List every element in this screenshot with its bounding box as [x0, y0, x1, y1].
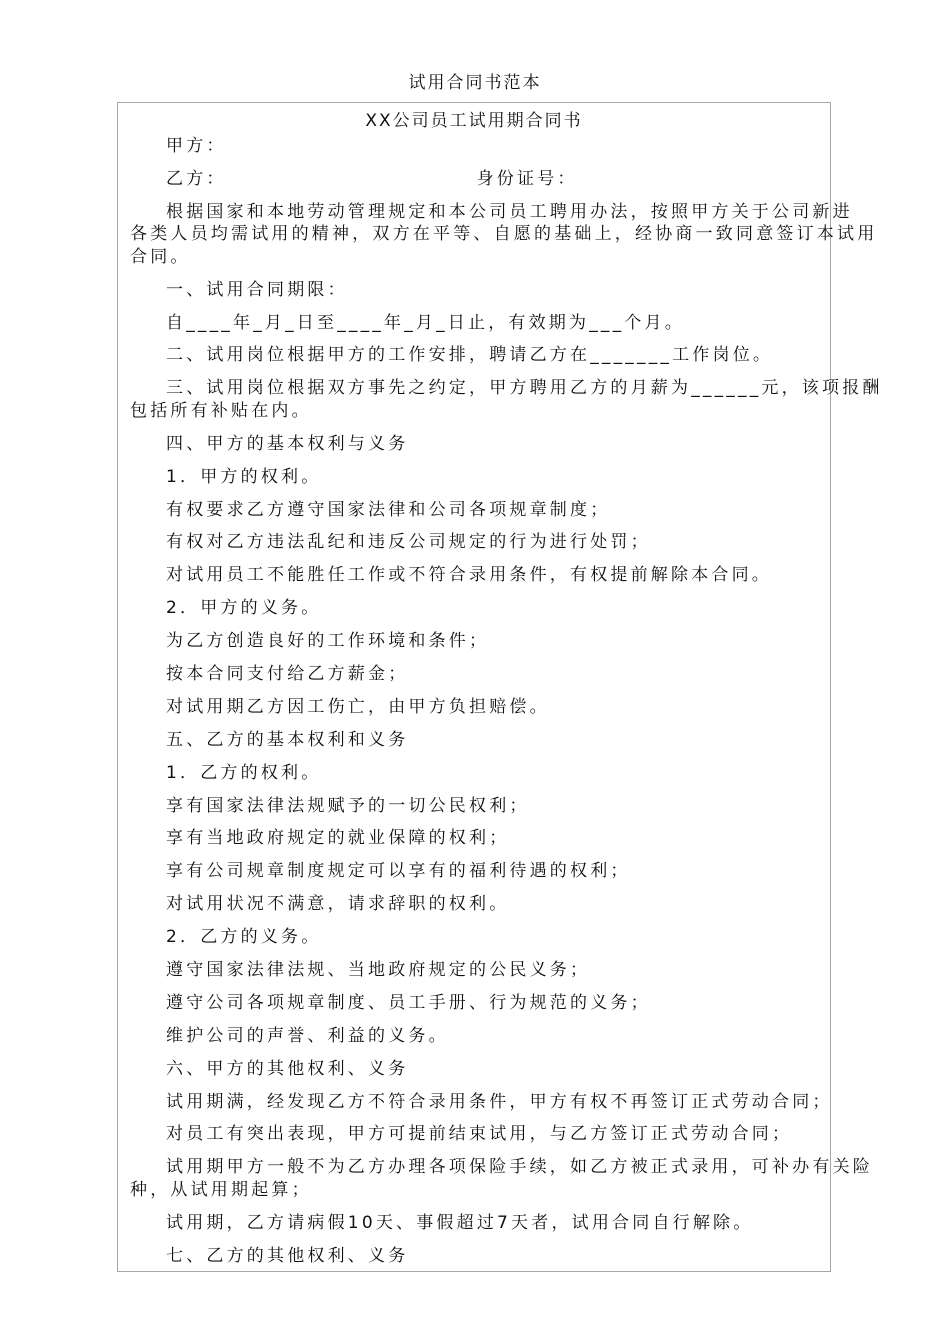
contract-box [117, 102, 883, 1272]
contract-title: XX公司员工试用期合同书 [365, 111, 583, 131]
clause-line: 遵守公司各项规章制度、员工手册、行为规范的义务； [166, 992, 651, 1013]
clause-paragraph [130, 377, 883, 422]
clause-line: 各类人员均需试用的精神，双方在平等、自愿的基础上，经协商一致同意签订本试用 [130, 224, 878, 245]
clause-paragraph [130, 893, 824, 916]
clause-line: 对员工有突出表现，甲方可提前结束试用，与乙方签订正式劳动合同； [166, 1124, 793, 1145]
clause-line: 根据国家和本地劳动管理规定和本公司员工聘用办法，按照甲方关于公司新进 [166, 201, 853, 222]
clause-line: 对试用员工不能胜任工作或不符合录用条件，有权提前解除本合同。 [166, 565, 772, 586]
clause-paragraph [130, 1212, 824, 1235]
clause-paragraph [130, 312, 824, 335]
clause-paragraph [130, 597, 824, 620]
clause-line: 七、乙方的其他权利、义务 [166, 1245, 409, 1266]
clause-line: 1．乙方的权利。 [166, 762, 322, 783]
clause-paragraph [130, 466, 824, 489]
clause-paragraph [130, 433, 824, 456]
clause-line: 三、试用岗位根据双方事先之约定，甲方聘用乙方的月薪为______元，该项报酬 [166, 378, 883, 399]
clause-paragraph [130, 827, 824, 850]
clause-paragraph [130, 1025, 824, 1048]
clause-line: 有权对乙方违法乱纪和违反公司规定的行为进行处罚； [166, 532, 651, 553]
clause-paragraph [130, 959, 824, 982]
clause-line: 2．乙方的义务。 [166, 927, 322, 948]
clause-line: 种，从试用期起算； [130, 1179, 312, 1200]
clause-line: 包括所有补贴在内。 [130, 400, 312, 421]
clause-line: 试用期，乙方请病假10天、事假超过7天者，试用合同自行解除。 [166, 1212, 754, 1233]
clause-paragraph [130, 762, 824, 785]
clause-paragraph [130, 729, 824, 752]
clause-paragraph [130, 1091, 833, 1114]
clause-line: 试用期满，经发现乙方不符合录用条件，甲方有权不再签订正式劳动合同； [166, 1091, 833, 1112]
clause-line: 对试用期乙方因工伤亡，由甲方负担赔偿。 [166, 696, 550, 717]
clause-line: 按本合同支付给乙方薪金； [166, 663, 409, 684]
party-b-line [130, 168, 824, 191]
clause-line: 五、乙方的基本权利和义务 [166, 729, 409, 750]
party-b-label: 乙方： [166, 168, 227, 189]
clause-line: 二、试用岗位根据甲方的工作安排，聘请乙方在_______工作岗位。 [166, 345, 774, 366]
clause-paragraph [130, 630, 824, 653]
id-number-label: 身份证号： [476, 168, 578, 189]
clause-line: 一、试用合同期限： [166, 279, 348, 300]
clause-line: 自____年_月_日至____年_月_日止，有效期为___个月。 [166, 312, 685, 333]
clause-line: 维护公司的声誉、利益的义务。 [166, 1025, 449, 1046]
clause-paragraph [130, 531, 824, 554]
clause-line: 六、甲方的其他权利、义务 [166, 1058, 409, 1079]
clause-paragraph [130, 992, 824, 1015]
party-a-line [130, 135, 824, 158]
clause-paragraph [130, 795, 824, 818]
clause-paragraph [130, 860, 824, 883]
clause-line: 享有国家法律法规赋予的一切公民权利； [166, 795, 530, 816]
clause-line: 对试用状况不满意，请求辞职的权利。 [166, 894, 510, 915]
clause-line: 2．甲方的义务。 [166, 598, 322, 619]
clause-line: 遵守国家法律法规、当地政府规定的公民义务； [166, 959, 591, 980]
clause-paragraph [130, 344, 824, 367]
clause-paragraph [130, 564, 824, 587]
clause-list [130, 201, 883, 1267]
clause-paragraph [130, 926, 824, 949]
clause-line: 试用期甲方一般不为乙方办理各项保险手续，如乙方被正式录用，可补办有关险 [166, 1157, 873, 1178]
clause-paragraph [130, 696, 824, 719]
clause-line: 有权要求乙方遵守国家法律和公司各项规章制度； [166, 499, 611, 520]
clause-line: 享有当地政府规定的就业保障的权利； [166, 828, 510, 849]
party-a-label: 甲方： [166, 136, 227, 156]
clause-paragraph [130, 499, 824, 522]
clause-line: 合同。 [130, 246, 191, 267]
clause-paragraph [130, 1058, 824, 1081]
clause-paragraph [130, 279, 824, 302]
contract-body [118, 135, 883, 1267]
clause-paragraph [130, 1123, 824, 1146]
clause-line: 四、甲方的基本权利与义务 [166, 433, 409, 454]
clause-line: 1．甲方的权利。 [166, 466, 322, 487]
clause-line: 为乙方创造良好的工作环境和条件； [166, 631, 490, 652]
clause-paragraph [130, 1245, 824, 1268]
clause-line: 享有公司规章制度规定可以享有的福利待遇的权利； [166, 861, 631, 882]
clause-paragraph [130, 201, 878, 269]
clause-paragraph [130, 663, 824, 686]
page-title: 试用合同书范本 [408, 73, 542, 93]
clause-paragraph [130, 1156, 873, 1201]
